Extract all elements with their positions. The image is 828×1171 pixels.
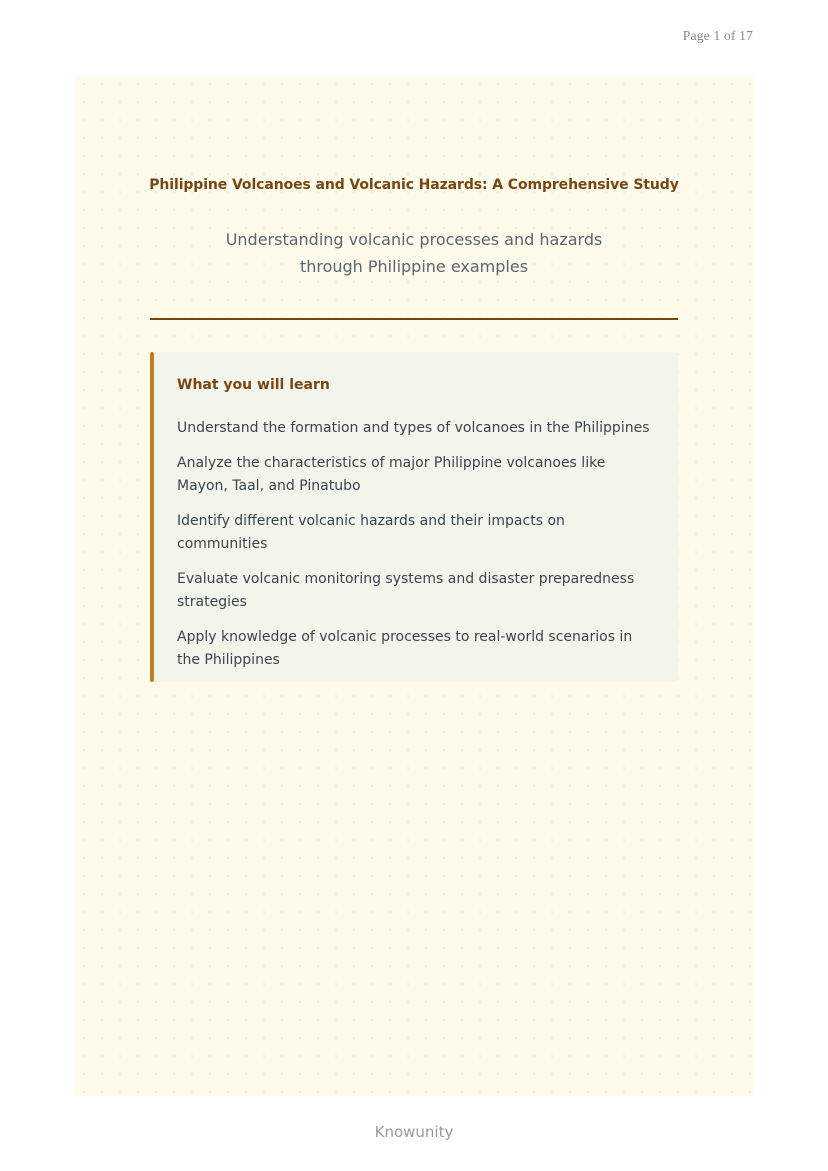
learning-objectives-list — [177, 417, 657, 684]
learning-objective-item: Analyze the characteristics of major Philippine volcanoes like Mayon, Taal, and Pinatubo — [177, 455, 606, 494]
learning-objectives-box — [150, 352, 678, 682]
learning-objective-item: Understand the formation and types of volcanoes in the Philippines — [177, 420, 650, 436]
learning-objective-item: Identify different volcanic hazards and their impacts on communities — [177, 513, 565, 552]
learning-objectives-heading: What you will learn — [177, 377, 330, 393]
learning-objective-item: Evaluate volcanic monitoring systems and disaster preparedness strategies — [177, 571, 635, 610]
document-title: Philippine Volcanoes and Volcanic Hazards: A Comprehensive Study — [149, 177, 679, 193]
learning-objective-item: Apply knowledge of volcanic processes to real-world scenarios in the Philippines — [177, 629, 633, 668]
learning-box-accent-bar — [150, 352, 154, 682]
title-divider — [150, 318, 678, 320]
document-page — [75, 75, 753, 1096]
page-indicator: Page 1 of 17 — [682, 29, 753, 44]
document-subtitle: Understanding volcanic processes and hazards through Philippine examples — [225, 230, 603, 276]
footer-brand: Knowunity — [374, 1123, 454, 1141]
